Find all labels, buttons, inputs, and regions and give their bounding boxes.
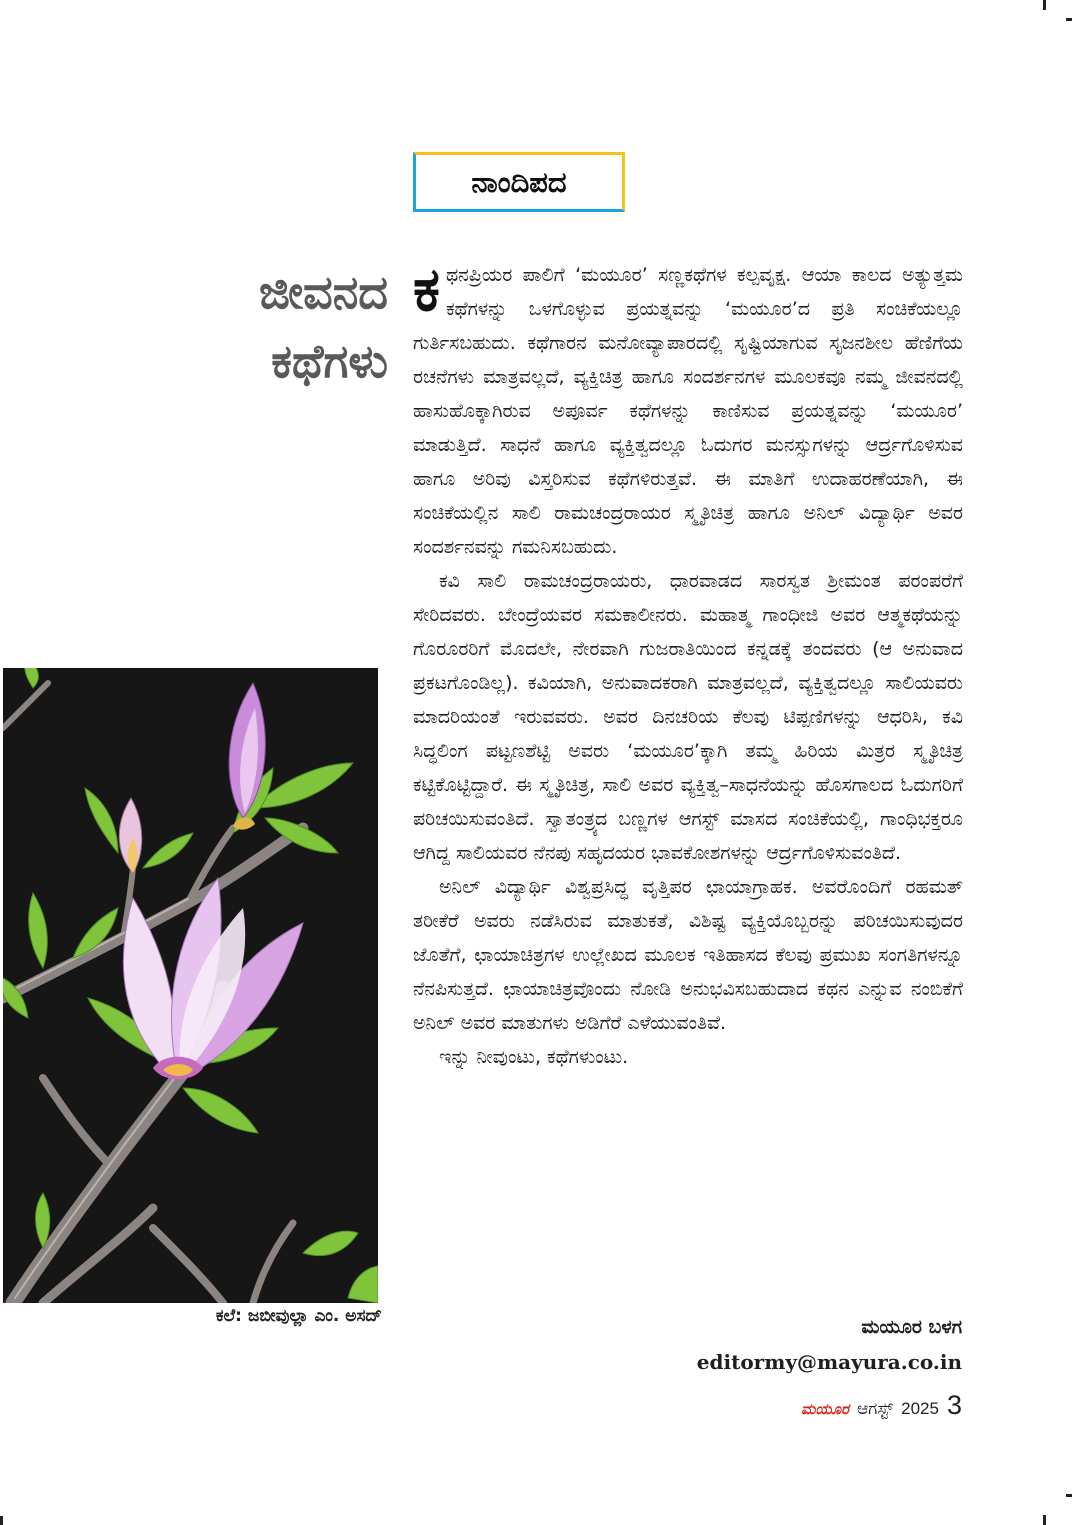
crop-mark <box>1043 0 1046 10</box>
article-headline <box>150 258 388 396</box>
editor-email-link[interactable]: editormy@mayura.co.in <box>696 1350 962 1374</box>
article-paragraph-1 <box>413 255 963 564</box>
crop-mark <box>0 1516 3 1525</box>
magazine-logo: ಮಯೂರ <box>801 1400 849 1418</box>
crop-mark <box>1066 18 1072 21</box>
crop-mark <box>1066 1494 1072 1497</box>
article-paragraph-2: ಕವಿ ಸಾಲಿ ರಾಮಚಂದ್ರರಾಯರು, ಧಾರವಾಡದ ಸಾರಸ್ವತ ಶ್ರೀಮಂತ ಪರಂಪರೆಗೆ ಸೇರಿದವರು. ಬೇಂದ್ರೆಯವರ ಸಮಕಾಲೀನರು. ಮಹಾತ್ಮ ಗಾಂಧೀಜಿ ಅವರ ಆತ್ಮಕಥೆಯನ್ನು ಗೊರೂರರಿಗೆ ಮೊದಲೇ, ನೇರವಾಗಿ ಗುಜರಾತಿಯಿಂದ ಕನ್ನಡಕ್ಕೆ ತಂದವರು (ಆ ಅನುವಾದ ಪ್ರಕಟಗೊಂಡಿಲ್ಲ). ಕವಿಯಾಗಿ, ಅನುವಾದಕರಾಗಿ ಮಾತ್ರವಲ್ಲದೆ, ವ್ಯಕ್ತಿತ್ವದಲ್ಲೂ ಸಾಲಿಯವರು ಮಾದರಿಯಂತೆ ಇರುವವರು. ಅವರ ದಿನಚರಿಯ ಕೆಲವು ಟಿಪ್ಪಣಿಗಳನ್ನು ಆಧರಿಸಿ, ಕವಿ ಸಿದ್ಧಲಿಂಗ ಪಟ್ಟಣಶೆಟ್ಟಿ ಅವರು ‘ಮಯೂರ’ಕ್ಕಾಗಿ ತಮ್ಮ ಹಿರಿಯ ಮಿತ್ರರ ಸ್ಮೃತಿಚಿತ್ರ ಕಟ್ಟಿಕೊಟ್ಟಿದ್ದಾರೆ. ಈ ಸ್ಮೃತಿಚಿತ್ರ, ಸಾಲಿ ಅವರ ವ್ಯಕ್ತಿತ್ವ–ಸಾಧನೆಯನ್ನು ಹೊಸಗಾಲದ ಓದುಗರಿಗೆ ಪರಿಚಯಿಸುವಂತಿದೆ. ಸ್ವಾತಂತ್ರ್ಯದ ಬಣ್ಣಗಳ ಆಗಸ್ಟ್ ಮಾಸದ ಸಂಚಿಕೆಯಲ್ಲಿ, ಗಾಂಧಿಭಕ್ತರೂ ಆಗಿದ್ದ ಸಾಲಿಯವರ ನೆನಪು ಸಹೃದಯರ ಭಾವಕೋಶಗಳನ್ನು ಆರ್ದ್ರಗೊಳಿಸುವಂತಿದೆ. <box>413 570 963 864</box>
magnolia-painting <box>3 668 378 1303</box>
headline-line-1: ಜೀವನದ <box>259 265 388 319</box>
editorial-signature: ಮಯೂರ ಬಳಗ <box>861 1316 962 1338</box>
paragraph-text: ಥನಪ್ರಿಯರ ಪಾಲಿಗೆ ‘ಮಯೂರ’ ಸಣ್ಣಕಥೆಗಳ ಕಲ್ಪವೃಕ್ಷ. ಆಯಾ ಕಾಲದ ಅತ್ಯುತ್ತಮ ಕಥೆಗಳನ್ನು ಒಳಗೊಳ್ಳುವ ಪ್ರಯತ್ನವನ್ನು ‘ಮಯೂರ’ದ ಪ್ರತಿ ಸಂಚಿಕೆಯಲ್ಲೂ ಗುರ್ತಿಸಬಹುದು. ಕಥೆಗಾರನ ಮನೋವ್ಯಾಪಾರದಲ್ಲಿ ಸೃಷ್ಟಿಯಾಗುವ ಸೃಜನಶೀಲ ಹೆಣಿಗೆಯ ರಚನೆಗಳು ಮಾತ್ರವಲ್ಲದೆ, ವ್ಯಕ್ತಿಚಿತ್ರ ಹಾಗೂ ಸಂದರ್ಶನಗಳ ಮೂಲಕವೂ ನಮ್ಮ ಜೀವನದಲ್ಲಿ ಹಾಸುಹೊಕ್ಕಾಗಿರುವ ಅಪೂರ್ವ ಕಥೆಗಳನ್ನು ಕಾಣಿಸುವ ಪ್ರಯತ್ನವನ್ನು ‘ಮಯೂರ’ ಮಾಡುತ್ತಿದೆ. ಸಾಧನೆ ಹಾಗೂ ವ್ಯಕ್ತಿತ್ವದಲ್ಲೂ ಓದುಗರ ಮನಸ್ಸುಗಳನ್ನು ಆರ್ದ್ರಗೊಳಿಸುವ ಹಾಗೂ ಅರಿವು ವಿಸ್ತರಿಸುವ ಕಥೆಗಳಿರುತ್ತವೆ. ಈ ಮಾತಿಗೆ ಉದಾಹರಣೆಯಾಗಿ, ಈ ಸಂಚಿಕೆಯಲ್ಲಿನ ಸಾಲಿ ರಾಮಚಂದ್ರರಾಯರ ಸ್ಮೃತಿಚಿತ್ರ ಹಾಗೂ ಅನಿಲ್ ವಿದ್ಯಾರ್ಥಿ ಅವರ ಸಂದರ್ಶನವನ್ನು ಗಮನಿಸಬಹುದು. <box>413 264 963 558</box>
crop-mark <box>1043 1515 1046 1525</box>
page-footer <box>700 1390 962 1421</box>
section-label-box <box>413 152 625 212</box>
article-paragraph-3: ಅನಿಲ್ ವಿದ್ಯಾರ್ಥಿ ವಿಶ್ವಪ್ರಸಿದ್ಧ ವೃತ್ತಿಪರ ಛಾಯಾಗ್ರಾಹಕ. ಅವರೊಂದಿಗೆ ರಹಮತ್ ತರೀಕೆರೆ ಅವರು ನಡೆಸಿರುವ ಮಾತುಕತೆ, ವಿಶಿಷ್ಟ ವ್ಯಕ್ತಿಯೊಬ್ಬರನ್ನು ಪರಿಚಯಿಸುವುದರ ಜೊತೆಗೆ, ಛಾಯಾಚಿತ್ರಗಳ ಉಲ್ಲೇಖದ ಮೂಲಕ ಇತಿಹಾಸದ ಕೆಲವು ಪ್ರಮುಖ ಸಂಗತಿಗಳನ್ನೂ ನೆನಪಿಸುತ್ತದೆ. ಛಾಯಾಚಿತ್ರವೊಂದು ನೋಡಿ ಅನುಭವಿಸಬಹುದಾದ ಕಥನ ಎನ್ನುವ ನಂಬಿಕೆಗೆ ಅನಿಲ್ ಅವರ ಮಾತುಗಳು ಅಡಿಗೆರೆ ಎಳೆಯುವಂತಿವೆ. <box>413 876 963 1034</box>
painting-caption: ಕಲೆ: ಜಬೀವುಲ್ಲಾ ಎಂ. ಅಸದ್ <box>215 1306 382 1326</box>
article-body <box>413 255 963 1074</box>
article-paragraph-4: ಇನ್ನು ನೀವುಂಟು, ಕಥೆಗಳುಂಟು. <box>439 1046 629 1068</box>
issue-month: ಆಗಸ್ಟ್ <box>856 1399 894 1419</box>
headline-line-2: ಕಥೆಗಳು <box>271 334 388 388</box>
section-label: ನಾಂದಿಪದ <box>471 164 567 199</box>
drop-cap: ಕ <box>413 255 440 325</box>
issue-year: 2025 <box>901 1399 939 1418</box>
page-number: 3 <box>946 1390 962 1420</box>
magnolia-illustration <box>3 668 378 1303</box>
